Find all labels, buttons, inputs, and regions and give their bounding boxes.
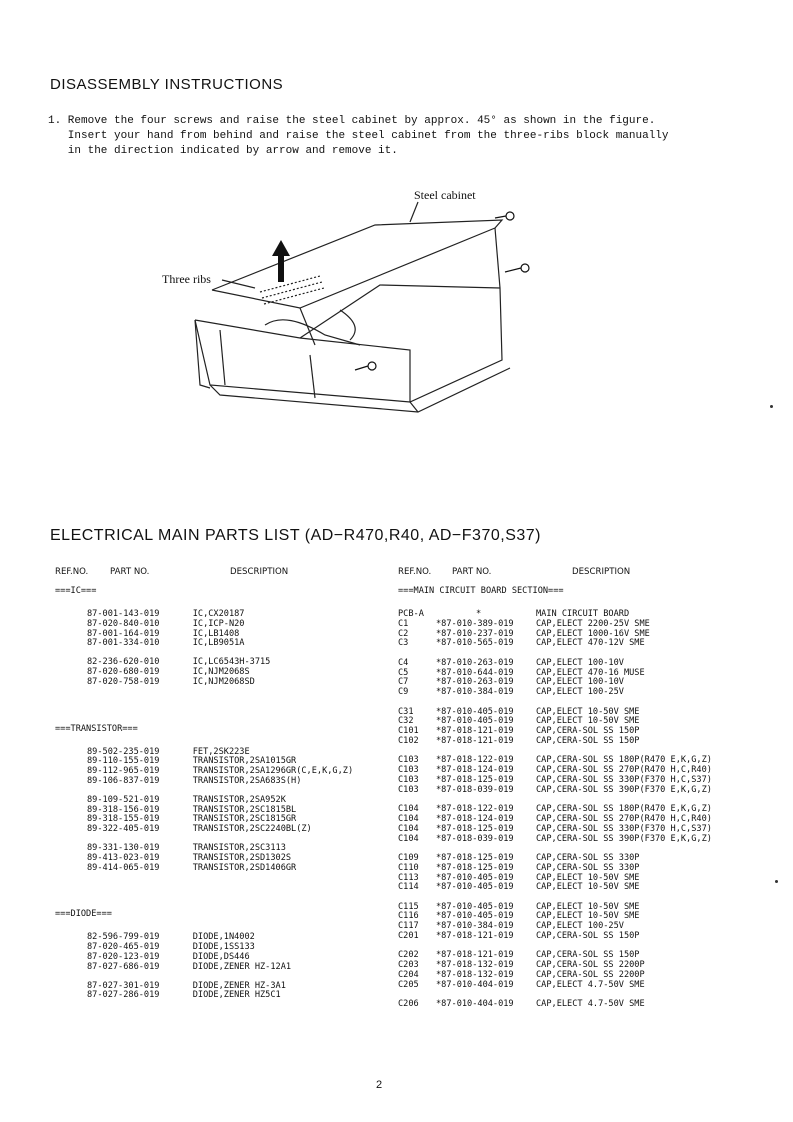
- part-description: CAP,CERA-SOL SS 270P(R470 H,C,R40): [536, 765, 712, 776]
- table-row: [87, 825, 385, 835]
- left-parts-column: [55, 586, 385, 1010]
- part-description: CAP,CERA-SOL SS 330P: [536, 862, 640, 873]
- part-description: TRANSISTOR,2SD1406GR: [192, 862, 297, 873]
- right-parts-column: [398, 586, 778, 1020]
- parts-section: [55, 909, 385, 1001]
- part-number: *87-018-121-019: [436, 931, 514, 942]
- part-number: *87-018-122-019: [436, 755, 514, 766]
- part-number: *87-010-384-019: [436, 921, 514, 932]
- part-number: 82-236-620-010: [87, 657, 160, 668]
- disassembly-title: DISASSEMBLY INSTRUCTIONS: [50, 76, 284, 93]
- part-number: *87-018-039-019: [436, 833, 514, 844]
- parts-group: [398, 659, 778, 698]
- part-number: *87-018-125-019: [436, 852, 514, 863]
- part-number: 82-596-799-019: [87, 932, 160, 943]
- part-description: MAIN CIRCUIT BOARD: [536, 609, 630, 619]
- header-left-desc: DESCRIPTION: [230, 567, 289, 577]
- table-row: [87, 991, 385, 1001]
- parts-group: [87, 796, 385, 835]
- part-number: *87-010-384-019: [436, 687, 514, 698]
- ref-number: C114: [398, 882, 419, 893]
- part-description: CAP,ELECT 100-10V: [536, 677, 624, 688]
- part-number: 87-020-758-019: [87, 676, 160, 687]
- part-description: DIODE,1N4002: [192, 932, 255, 943]
- part-number: 89-331-130-019: [87, 842, 160, 853]
- ref-number: C205: [398, 979, 419, 990]
- part-description: DIODE,ZENER HZ-12A1: [192, 961, 292, 972]
- part-number: 87-001-164-019: [87, 628, 160, 639]
- part-number: 89-110-155-019: [87, 756, 160, 767]
- parts-group: [87, 844, 385, 873]
- ref-number: C3: [398, 638, 409, 649]
- part-description: IC,CX20187: [192, 609, 245, 619]
- parts-group: [398, 903, 778, 942]
- part-number: 87-020-465-019: [87, 942, 160, 953]
- parts-group: [398, 951, 778, 990]
- ref-number: C202: [398, 950, 419, 961]
- part-number: 87-020-840-010: [87, 618, 160, 629]
- ref-number: C5: [398, 667, 409, 678]
- ref-number: C109: [398, 852, 419, 863]
- part-description: CAP,ELECT 470-12V SME: [536, 638, 645, 649]
- table-row: [87, 777, 385, 787]
- part-description: CAP,ELECT 100-10V: [536, 657, 624, 668]
- part-number: 87-020-123-019: [87, 951, 160, 962]
- cabinet-drawing: [150, 180, 550, 470]
- part-number: 87-020-680-019: [87, 666, 160, 677]
- part-description: CAP,ELECT 2200-25V SME: [536, 618, 650, 629]
- part-description: CAP,CERA-SOL SS 150P: [536, 950, 640, 961]
- part-description: CAP,CERA-SOL SS 330P(F370 H,C,S37): [536, 774, 712, 785]
- part-number: *87-010-405-019: [436, 911, 514, 922]
- part-number: 89-109-521-019: [87, 794, 160, 805]
- ref-number: C102: [398, 735, 419, 746]
- part-description: DIODE,ZENER HZ-3A1: [192, 980, 286, 991]
- part-description: CAP,CERA-SOL SS 390P(F370 E,K,G,Z): [536, 784, 712, 795]
- part-number: 87-001-143-019: [87, 609, 160, 619]
- part-number: 87-027-286-019: [87, 990, 160, 1001]
- part-description: CAP,ELECT 10-50V SME: [536, 706, 640, 717]
- ref-number: C203: [398, 960, 419, 971]
- part-number: 89-318-155-019: [87, 814, 160, 825]
- part-number: *87-010-389-019: [436, 618, 514, 629]
- part-number: *87-018-124-019: [436, 765, 514, 776]
- ref-number: C2: [398, 628, 409, 639]
- header-right-part: PART NO.: [452, 567, 492, 577]
- ref-number: C31: [398, 706, 414, 717]
- part-number: 89-414-065-019: [87, 862, 160, 873]
- direction-arrow: [272, 240, 290, 282]
- ref-number: C206: [398, 999, 419, 1010]
- part-description: CAP,ELECT 100-25V: [536, 687, 624, 698]
- part-description: CAP,ELECT 10-50V SME: [536, 872, 640, 883]
- part-number: *87-018-125-019: [436, 862, 514, 873]
- ref-number: C103: [398, 784, 419, 795]
- table-row: [87, 864, 385, 874]
- part-description: TRANSISTOR,2SA1015GR: [192, 756, 297, 767]
- ref-number: C117: [398, 921, 419, 932]
- part-number: *87-018-132-019: [436, 970, 514, 981]
- table-row: [398, 981, 778, 991]
- part-number: 89-502-235-019: [87, 746, 160, 757]
- part-description: CAP,ELECT 470-16 MUSE: [536, 667, 645, 678]
- part-number: *87-018-124-019: [436, 813, 514, 824]
- cabinet-figure: [150, 180, 550, 470]
- parts-section: [55, 724, 385, 874]
- part-description: TRANSISTOR,2SC1815GR: [192, 814, 297, 825]
- part-description: CAP,CERA-SOL SS 330P(F370 H,C,S37): [536, 823, 712, 834]
- part-description: CAP,CERA-SOL SS 150P: [536, 735, 640, 746]
- table-row: [398, 639, 778, 649]
- disassembly-instructions: [48, 114, 748, 159]
- part-number: *87-010-405-019: [436, 872, 514, 883]
- parts-group: [398, 854, 778, 893]
- parts-group: [398, 756, 778, 795]
- part-number: 87-027-686-019: [87, 961, 160, 972]
- part-description: CAP,ELECT 100-25V: [536, 921, 624, 932]
- ref-number: C110: [398, 862, 419, 873]
- part-description: CAP,ELECT 10-50V SME: [536, 716, 640, 727]
- part-number: 87-027-301-019: [87, 980, 160, 991]
- ref-number: C104: [398, 813, 419, 824]
- parts-group: [398, 708, 778, 747]
- part-description: IC,LC6543H-3715: [192, 657, 271, 668]
- ref-number: C204: [398, 970, 419, 981]
- scan-speck: [775, 880, 778, 883]
- part-description: IC,LB9051A: [192, 638, 245, 649]
- ref-number: C101: [398, 726, 419, 737]
- part-number: 89-112-965-019: [87, 766, 160, 777]
- part-description: IC,LB1408: [192, 628, 240, 639]
- parts-group: [87, 748, 385, 787]
- table-row: [398, 835, 778, 845]
- parts-group: [398, 610, 778, 649]
- part-description: CAP,CERA-SOL SS 270P(R470 H,C,R40): [536, 813, 712, 824]
- part-number: *87-010-405-019: [436, 901, 514, 912]
- ref-number: C115: [398, 901, 419, 912]
- part-number: *87-018-132-019: [436, 960, 514, 971]
- part-number: 89-318-156-019: [87, 804, 160, 815]
- part-number: 89-413-023-019: [87, 852, 160, 863]
- part-description: CAP,ELECT 10-50V SME: [536, 901, 640, 912]
- section-label: ===MAIN CIRCUIT BOARD SECTION===: [398, 586, 564, 596]
- part-description: CAP,CERA-SOL SS 180P(R470 E,K,G,Z): [536, 804, 712, 815]
- ref-number: C9: [398, 687, 409, 698]
- part-description: FET,2SK223E: [192, 746, 250, 757]
- part-number: *87-018-122-019: [436, 804, 514, 815]
- table-row: [87, 639, 385, 649]
- ref-number: C103: [398, 774, 419, 785]
- parts-group: [87, 982, 385, 1002]
- part-description: TRANSISTOR,2SC1815BL: [192, 804, 297, 815]
- label-steel-cabinet: Steel cabinet: [414, 188, 476, 202]
- table-row: [398, 737, 778, 747]
- part-number: *: [476, 609, 482, 619]
- header-right-desc: DESCRIPTION: [572, 567, 631, 577]
- instruction-line: in the direction indicated by arrow and remove it.: [48, 145, 398, 157]
- table-row: [398, 1000, 778, 1010]
- table-row: [87, 963, 385, 973]
- part-number: *87-010-263-019: [436, 657, 514, 668]
- ref-number: C104: [398, 823, 419, 834]
- part-number: *87-010-565-019: [436, 638, 514, 649]
- part-description: DIODE,1SS133: [192, 942, 255, 953]
- part-number: *87-018-125-019: [436, 823, 514, 834]
- part-description: CAP,CERA-SOL SS 150P: [536, 931, 640, 942]
- part-description: TRANSISTOR,2SD1302S: [192, 852, 292, 863]
- part-description: DIODE,DS446: [192, 951, 250, 962]
- part-number: 89-106-837-019: [87, 775, 160, 786]
- section-label: ===DIODE===: [55, 909, 112, 920]
- part-number: *87-018-125-019: [436, 774, 514, 785]
- part-description: CAP,CERA-SOL SS 2200P: [536, 970, 645, 981]
- ref-number: C103: [398, 765, 419, 776]
- part-number: *87-018-039-019: [436, 784, 514, 795]
- ref-number: C7: [398, 677, 409, 688]
- table-row: [398, 786, 778, 796]
- part-number: *87-010-263-019: [436, 677, 514, 688]
- parts-section: [55, 586, 385, 688]
- part-number: *87-018-121-019: [436, 726, 514, 737]
- part-description: IC,NJM2068SD: [192, 676, 255, 687]
- section-label: ===IC===: [55, 586, 97, 596]
- parts-group: [398, 1000, 778, 1010]
- ref-number: C116: [398, 911, 419, 922]
- part-number: 87-001-334-010: [87, 638, 160, 649]
- part-description: CAP,ELECT 4.7-50V SME: [536, 999, 645, 1010]
- header-right-ref: REF.NO.: [398, 567, 432, 577]
- part-number: 89-322-405-019: [87, 824, 160, 835]
- ref-number: C104: [398, 833, 419, 844]
- scan-speck: [770, 405, 773, 408]
- part-description: CAP,CERA-SOL SS 2200P: [536, 960, 645, 971]
- part-number: *87-010-405-019: [436, 882, 514, 893]
- section-label: ===TRANSISTOR===: [55, 723, 138, 734]
- part-description: TRANSISTOR,2SC3113: [192, 842, 286, 853]
- part-description: TRANSISTOR,2SA1296GR(C,E,K,G,Z): [192, 766, 354, 777]
- ref-number: C103: [398, 755, 419, 766]
- part-description: CAP,ELECT 10-50V SME: [536, 911, 640, 922]
- header-left-part: PART NO.: [110, 567, 150, 577]
- part-description: TRANSISTOR,2SA683S(H): [192, 775, 302, 786]
- part-number: *87-010-644-019: [436, 667, 514, 678]
- label-three-ribs: Three ribs: [162, 272, 211, 286]
- page-number: 2: [376, 1079, 383, 1091]
- part-description: IC,NJM2068S: [192, 666, 250, 677]
- ref-number: C113: [398, 872, 419, 883]
- parts-group: [398, 805, 778, 844]
- ref-number: C201: [398, 931, 419, 942]
- parts-group: [87, 658, 385, 687]
- part-description: TRANSISTOR,2SA952K: [192, 794, 286, 805]
- part-description: CAP,CERA-SOL SS 390P(F370 E,K,G,Z): [536, 833, 712, 844]
- part-description: CAP,ELECT 10-50V SME: [536, 882, 640, 893]
- ref-number: C1: [398, 618, 409, 629]
- instruction-line: Insert your hand from behind and raise the steel cabinet from the three-ribs block manually: [48, 130, 669, 142]
- part-number: *87-018-121-019: [436, 735, 514, 746]
- ref-number: C32: [398, 716, 414, 727]
- part-number: *87-018-121-019: [436, 950, 514, 961]
- ref-number: C104: [398, 804, 419, 815]
- parts-group: [87, 610, 385, 649]
- part-description: CAP,ELECT 1000-16V SME: [536, 628, 650, 639]
- parts-list-title: ELECTRICAL MAIN PARTS LIST (AD−R470,R40, AD−F370,S37): [50, 527, 541, 544]
- parts-group: [87, 933, 385, 972]
- part-number: *87-010-237-019: [436, 628, 514, 639]
- part-description: IC,ICP-N20: [192, 618, 245, 629]
- part-description: CAP,CERA-SOL SS 150P: [536, 726, 640, 737]
- table-row: [87, 678, 385, 688]
- part-number: *87-010-405-019: [436, 706, 514, 717]
- table-row: [398, 883, 778, 893]
- header-left-ref: REF.NO.: [55, 567, 89, 577]
- ref-number: C4: [398, 657, 409, 668]
- part-number: *87-010-404-019: [436, 979, 514, 990]
- table-row: [398, 932, 778, 942]
- part-description: DIODE,ZENER HZ5C1: [192, 990, 281, 1001]
- part-description: CAP,CERA-SOL SS 330P: [536, 852, 640, 863]
- part-description: CAP,ELECT 4.7-50V SME: [536, 979, 645, 990]
- instruction-line: 1. Remove the four screws and raise the steel cabinet by approx. 45° as shown in the figure.: [48, 115, 656, 127]
- table-row: [398, 688, 778, 698]
- part-description: TRANSISTOR,2SC2240BL(Z): [192, 824, 312, 835]
- part-number: *87-010-405-019: [436, 716, 514, 727]
- ref-number: PCB-A: [398, 609, 424, 619]
- part-number: *87-010-404-019: [436, 999, 514, 1010]
- part-description: CAP,CERA-SOL SS 180P(R470 E,K,G,Z): [536, 755, 712, 766]
